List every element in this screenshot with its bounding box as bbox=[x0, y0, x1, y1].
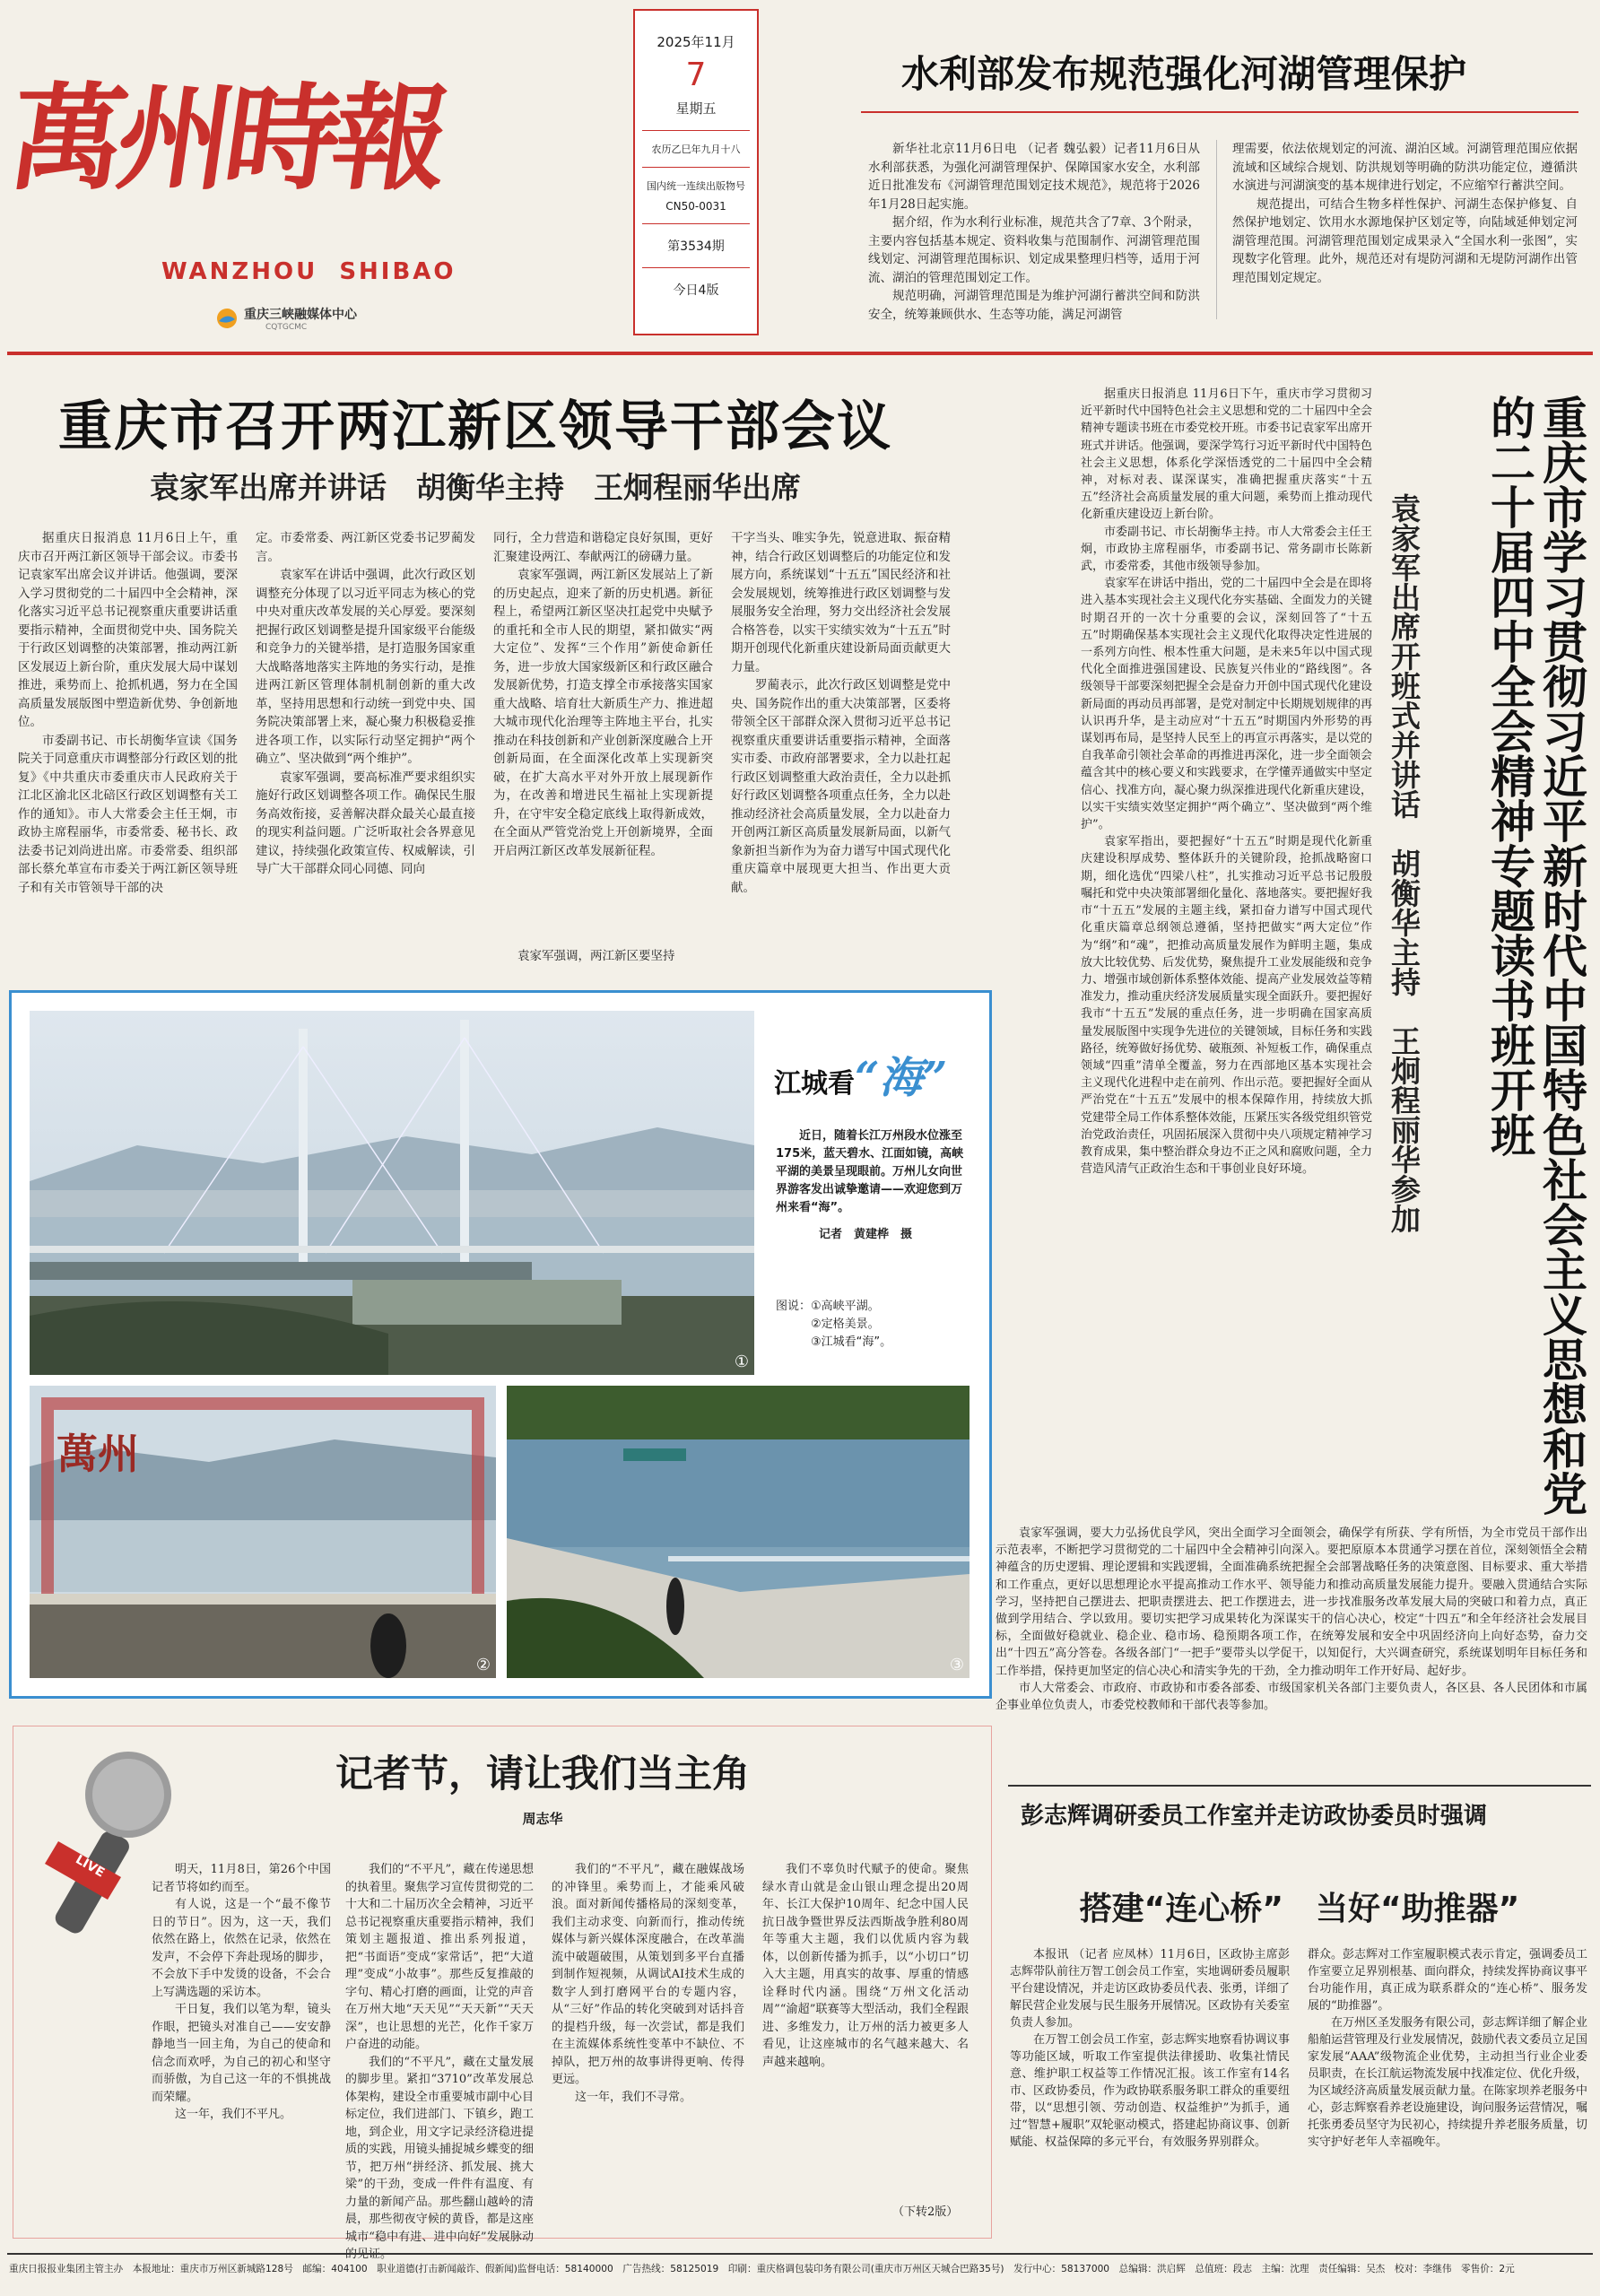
photo-feature-legend: 图说：①高峡平湖。 ②定格美景。 ③江城看“海”。 bbox=[776, 1300, 892, 1349]
photo-feature-credit: 记者 黄建桦 摄 bbox=[819, 1228, 913, 1241]
commentary-col1: 明天，11月8日，第26个中国记者节将如约而至。 有人说，这是一个“最不像节日的节日”。因为，这一天，我们依然在路上，依然在记录，依然在发声，不会停下奔赴现场的脚步，不会放下手中发烫的设备，不会合上写满选题的采访本。 干日复，我们以笔为犁，镜头作眼，把镜头对准自己——安安静静地当一回主角，为自己的使命和信念而欢呼，为自己的初心和坚守而骄傲，为自己这一年的不惧挑战而荣耀。 这一年，我们不平凡。 bbox=[152, 1863, 331, 2121]
lead-col-3: 同行，全力营造和谐稳定良好氛围，更好汇聚建设两江、奉献两江的磅礴力量。 袁家军强调，两江新区发展站上了新的历史起点，迎来了新的历史机遇。新征程上，希望两江新区坚决扛起党中央赋予的重托和全市人民的期望，紧扣做实“两大定位”、发挥“三个作用”新使命新任务，进一步放大国家级新区和行政区融合发展新优势，打造支撑全市承接落实国家重大战略、培育壮大新质生产力、推进超大城市现代化治理等主阵地主平台，扎实推动在科技创新和产业创新深度融合上开创新局面，在全面深化改革上实现新突破，在扩大高水平对外开放上展现新作为，在改善和增进民生福祉上实现新提升，在守牢安全稳定底线上取得新成效，在全面从严管党治党上开创新境界，全面开启两江新区改革发展新征程。 bbox=[493, 531, 713, 858]
commentary-author: 周志华 bbox=[522, 1811, 563, 1827]
masthead-logo: 萬州時報 bbox=[1, 72, 451, 206]
commentary-frame bbox=[13, 1726, 992, 2244]
photo-feature-frame bbox=[9, 990, 992, 1699]
top-story-col1: 新华社北京11月6日电 （记者 魏弘毅）记者11月6日从水利部获悉，为强化河湖管理保护、保障国家水安全，水利部近日批准发布《河湖管理范围划定技术规范》，规范将于2026年1月28日起实施。 据介绍，作为水利行业标准，规范共含了7章、3个附录，主要内容包括基本规定、资料收集与范围制作、河湖管理范围线划定、河湖管理范围标识、划定成果整理归档等，适用于河流、湖泊的管理范围划定工作。 规范明确，河湖管理范围是为维护河湖行蓄洪空间和防洪安全，统筹兼顾供水、生态等功能，满足河湖管 bbox=[868, 142, 1200, 322]
commentary-col4: 我们不辜负时代赋予的使命。聚焦绿水青山就是金山银山理念提出20周年、长江大保护10周年、纪念中国人民抗日战争暨世界反法西斯战争胜利80周年等重大主题，我们以优质内容为载体，以创新传播为抓手，以“小切口”切入大主题，用真实的故事、厚重的情感诠释时代内涵。围绕“万州文化活动周”“渝超”联赛等大型活动，我们全程跟进、多维发力，让万州的活力被更多人看见，让这座城市的名气越来越大、名声越来越响。 bbox=[762, 1863, 969, 2069]
live-label: LIVE bbox=[73, 1852, 108, 1881]
photo-dingge-meijing bbox=[30, 1386, 496, 1678]
date-day: 7 bbox=[685, 57, 707, 93]
lead-col-4: 干字当头、唯实争先，锐意进取、振奋精神，结合行政区划调整后的功能定位和发展方向，系统谋划“十五五”国民经济和社会发展规划，统筹推进行政区划调整与发展服务安全治理，努力交出经济社会发展合格答卷，以实干实绩实效为“十五五”时期开创现代化新重庆建设新局面贡献更大力量。 罗蔺表示，此次行政区划调整是党中央、国务院作出的重大决策部署，区委将带领全区干部群众深入贯彻习近平总书记视察重庆重要讲话重要指示精神，全面落实市委、市政府部署要求，全力以赴扛起行政区划调整重大政治责任，全力以赴抓好行政区划调整各项重点任务，全力以赴推动经济社会高质量发展，全力以赴奋力开创两江新区高质量发展新局面，以新气象新担当新作为为奋力谱写中国式现代化重庆篇章中展现更大担当、作出更大贡献。 bbox=[731, 531, 951, 895]
lead-headline: 重庆市召开两江新区领导干部会议 bbox=[58, 396, 892, 458]
date-year-month: 2025年11月 bbox=[657, 34, 735, 50]
side-col1: 本报讯 （记者 应凤林）11月6日，区政协主席彭志辉带队前往万智工创会员工作室，实地调研委员履职平台建设情况，并走访区政协委员代表、张勇，详细了解民营企业发展与民生服务开展情况。区政协有关委室负责人参加。 在万智工创会员工作室，彭志辉实地察看协调议事等功能区域，听取工作室提供法律援助、收集社情民意、维护职工权益等工作情况汇报。该工作室有14名市、区政协委员，作为政协联系服务职工群众的重要纽带，以“思想引领、劳动创造、权益维护”为抓手，通过“智慧+履职”双轮驱动模式，搭建起协商议事、创新赋能、权益保障的多元平台，有效服务界别群众。 bbox=[1010, 1948, 1291, 2149]
commentary-headline: 记者节，请让我们当主角 bbox=[335, 1752, 750, 1796]
lead-last-line: 袁家军强调，两江新区要坚持 bbox=[517, 949, 675, 963]
masthead bbox=[0, 0, 1600, 350]
side-headline: 搭建“连心桥” 当好“助推器” bbox=[1079, 1891, 1520, 1927]
issue-number: 第3534期 bbox=[667, 239, 725, 254]
lead-story bbox=[0, 359, 1058, 987]
commentary-col2: 我们的“不平凡”，藏在传递思想的执着里。聚焦学习宣传贯彻党的二十大和二十届历次全会精神，习近平总书记视察重庆重要指示精神，我们策划主题报道、推出系列报道，把“书面语”变成“家常话”，把“大道理”变成“小故事”。那些反复推敲的字句、精心打磨的画面，让党的声音在万州大地“天天见”“天天新”“天天深”，也让思想的光芒，化作千家万户奋进的动能。 我们的“不平凡”，藏在丈量发展的脚步里。紧扣“3710”改革发展总体架构，建设全市重要城市副中心目标定位，我们进部门、下镇乡，跑工地，到企业，用文字记录经济稳进提质的实践，用镜头捕捉城乡蝶变的细节，把万州“拼经济、抓发展、挑大梁”的干劲，变成一件件有温度、有力量的新闻产品。那些翻山越岭的清晨，那些彻夜守候的黄昏，都是这座城市“稳中有进、进中向好”发展脉动 bbox=[345, 1863, 534, 2244]
media-center-name: 重庆三峡融媒体中心 bbox=[244, 308, 357, 322]
date-box bbox=[633, 9, 759, 335]
side-kicker: 彭志辉调研委员工作室并走访政协委员时强调 bbox=[1021, 1803, 1488, 1830]
commentary-col3: 我们的“不平凡”，藏在融媒战场的冲锋里。乘势而上，才能乘风破浪。面对新闻传播格局的深刻变革，我们主动求变、向新而行，推动传统媒体与新兴媒体深度融合，在改革湍流中破题破围，从策划到多平台直播到制作短视频，从调试AI技术生成的数字人到打磨网平台的专题内容，从“三好”作品的转化突破到对话抖音的提档升级，每一次尝试，都是我们在主流媒体系统性变革中不缺位、不掉队，把万州的故事讲得更响、传得更远。 这一年，我们不寻常。 bbox=[552, 1863, 744, 2104]
right-story-subhead: 袁家军出席开班式并讲话 胡衡华主持 王炯程丽华参加 bbox=[1387, 493, 1422, 1233]
right-story-body: 据重庆日报消息 11月6日下午，重庆市学习贯彻习近平新时代中国特色社会主义思想和党的二十届四中全会精神专题读书班在市委党校开班。市委书记袁家军出席开班式并讲话。他强调，要深学笃行习近平新时代中国特色社会主义思想，体系化学深悟透党的二十届四中全会精神，对标对表、谋深谋实，准确把握重庆落实“十五五”经济社会高质量发展的重大问题，乘势而上推动现代化新重庆建设迈上新台阶。 市委副书记、市长胡衡华主持。市人大常委会主任王炯，市政协主席程丽华，市委副书记、常务副市长陈新武，市委常委，其他市级领导参加。 袁家军在讲话中指出，党的二十届四中全会是在即将进入基本实现社会主义现代化夯实基础、全面发力的关键时期召开的一次十分重要的会议，深刻回答了“十五五”时期确保基本实现社会主义现代化取得决定性进展的一系列方向性、根本性重大问题，是未来5年以中国式现代化全面推进强国建设、民族复兴伟业的“路线图”。各级领导干部要深刻把握全会是奋力开创中国式现代化建设新局面的再动员再部署，是党对制定中长期规划规律的再认识再升华，是主动应对“十五五”时期国内外形势的再谋划再布局，是坚持人民至上的再宣示再落实，是以党的自我革命引领社会革命的再推进再深化，进一步全面领会蕴含其中的核心要义和实践要求，在学懂弄通做实中坚定信心、找准方向，凝心聚力纵深推进现代化新重庆建设，以实干实绩实效坚定拥护“两个确立”、坚决做到“两个维护”。 袁家军指出，要把握好“十五五”时期是现代化新重庆建设积厚成势、整体跃升的关键阶段，抢抓战略窗口期，细化选优“四梁八柱”，扎实推动习近平总书记殷殷嘱托和党中央决策部署细化量化、落地落实。要把握好我市“十五五”发展的主题主线，紧扣奋力谱写中国式现代化重庆篇章总纲领总遵循，坚持把做实“两大定位”作为“纲”和“魂”，把推动高质量发展作为鲜明主题，集成放大比较优势、后发优势，聚焦提升工业发展能级和竞争力、增强市域创新体系整体效能、提高产业发展效益等精准发力，推动重庆经济发展质量实现全面跃升。要把握好我市“十五五”发展的重点任务，进一步明确在国家高质量发展版图中实现争先进位的关键领域，目标任务和实践路径，统筹做好扬优势、破瓶颈、补短板工作，确保重点领域“四重”清单全覆盖，努力在西部地区基本实现社会主义现代化进程中走在前列、作出示范。要把握好全面从严治党在“十五五”发展中的根本保障作用，持续放大抓党建带全局工作体系整体效能，压紧压实各级党组织管党治党政治责任，巩固拓展深入贯彻中央八项规定精神学习教育成果，集中整治群众身边不正之风和腐败问题，全力营造风清气正政治生态和干事创业良好环境。 bbox=[1081, 387, 1373, 1177]
photo-jiangcheng-kanhai bbox=[507, 1386, 970, 1678]
top-story-col2: 理需要，依法依规划定的河流、湖泊区域。河湖管理范围应依据流域和区域综合规划、防洪规划等明确的防洪功能定位，遵循洪水演进与河湖演变的基本规律进行划定，不应缩窄行蓄洪空间。 规范提出，可结合生物多样性保护、河湖生态保护修复、自然保护地划定、饮用水水源地保护区划定等，向陆域延伸划定河湖管理范围。河湖管理范围划定成果录入“全国水利一张图”，实现数字化管理。此外，规范还对有堤防河湖和无堤防河湖作出管理范围划定规定。 bbox=[1232, 142, 1578, 285]
date-weekday: 星期五 bbox=[675, 100, 717, 117]
top-story-headline: 水利部发布规范强化河湖管理保护 bbox=[900, 52, 1466, 96]
side-col2: 群众。彭志辉对工作室履职模式表示肯定，强调委员工作室要立足界别根基、面向群众，持续发挥协商议事平台功能作用，真正成为联系群众的“连心桥”、服务发展的“助推器”。 在万州区圣发服务有限公司，彭志辉详细了解企业船舶运营管理及行业发展情况，鼓励代表文委员立足国家发展“AAA”级物流企业优势，主动担当行业企业委员职责，在长江航运物流发展中找准定位、优化升级，为区域经济高质量发展贡献力量。在陈家坝养老服务中心，彭志辉察看养老设施建设，询问服务运营情况，嘱托张勇委员坚守为民初心，持续提升养老服务质量，切实守护好老年人幸福晚年。 bbox=[1308, 1948, 1588, 2149]
photo-marker-1: ① bbox=[734, 1352, 749, 1371]
photo-gaoxia-pinghu bbox=[30, 1011, 754, 1375]
commentary-continued: （下转2版） bbox=[892, 2205, 959, 2219]
photo-marker-2: ② bbox=[475, 1656, 491, 1674]
cn-number: CN50-0031 bbox=[665, 200, 726, 213]
right-story-tail: 袁家军强调，要大力弘扬优良学风，突出全面学习全面领会，确保学有所获、学有所悟，为全市党员干部作出示范表率，不断把学习贯彻党的二十届四中全会精神引向深入。要把原原本本贯通学习摆在首位，深刻领悟全会精神蕴含的历史逻辑、理论逻辑和实践逻辑，全面准确系统把握全会部署战略任务的决策意图、目标要求、重大举措和工作重点，更好以思想理论水平提高推动工作水平、领导能力和推动高质量发展能力提升。要融入贯通结合实际学习，坚持把自己摆进去、把职责摆进去、把工作摆进去，进一步找准服务改革发展大局的突破口和着力点，真正做到学用结合、学以致用。要切实把学习成果转化为深谋实干的信心决心，校定“十四五”和全年经济社会发展目标，全面做好稳就业、稳企业、稳市场、稳预期各项工作，在统筹发展和安全中巩固经济向上向好态势，奋力交出“十四五”高分答卷。各级各部门“一把手”要带头以学促干，以知促行，大兴调查研究，系统谋划明年目标任务和工作举措，保持更加坚定的信心决心和清实争先的干劲，全力推动明年工作开好局、起好步。 市人大常委会、市政府、市政协和市委各部委、市级国家机关各部门主要负责人，各区县、各人民团体和市属企事业单位负责人，市委党校教师和干部代表等参加。 bbox=[996, 1526, 1587, 1713]
issn-label: 国内统一连续出版物号 bbox=[647, 180, 745, 192]
lead-col-2: 定。市委常委、两江新区党委书记罗蔺发言。 袁家军在讲话中强调，此次行政区划调整充分体现了以习近平同志为核心的党中央对重庆改革发展的关心厚爱。要深刻把握行政区划调整是提升国家级平台能级和竞争力的关键举措，是打造服务国家重大战略落地落实主阵地的务实行动，是推进两江新区管理体制机制创新的重大改革，坚持用思想和行动统一到党中央、国务院决策部署上来，凝心聚力积极稳妥推进各项工作，以实际行动坚定拥护“两个确立”、坚决做到“两个维护”。 袁家军强调，要高标准严要求组织实施好行政区划调整各项工作。确保民生服务高效衔接，妥善解决群众最关心最直接的现实利益问题。广泛听取社会各界意见建议，持续强化政策宣传、权威解读，引导广大干部群众同心同德、同向 bbox=[256, 531, 475, 876]
photo-marker-3: ③ bbox=[949, 1656, 964, 1674]
photo-sign-text: 萬州 bbox=[57, 1430, 139, 1478]
side-story bbox=[1008, 1785, 1591, 2242]
footer-imprint: 重庆日报报业集团主管主办 本报地址：重庆市万州区新城路128号 邮编：404100 职业道德(打击新闻敲诈、假新闻)监督电话：58140000 广告热线：58125019 印刷：重庆格调包装印务有限公司(重庆市万州区天城合巴路35号) 发行中心：58137000 总编辑：洪启辉 总值班：段志 主编：沈理 责任编辑：吴杰 校对：李继伟 零售价：2元 bbox=[9, 2264, 1515, 2274]
pages-today: 今日4版 bbox=[673, 283, 719, 298]
lead-subhead: 袁家军出席并讲话 胡衡华主持 王炯程丽华出席 bbox=[150, 470, 801, 505]
date-lunar: 农历乙巳年九月十八 bbox=[651, 144, 741, 155]
masthead-pinyin: WANZHOU SHIBAO bbox=[161, 258, 457, 285]
media-center-en: CQTGCMC bbox=[265, 323, 308, 332]
lead-col-1: 据重庆日报消息 11月6日上午，重庆市召开两江新区领导干部会议。市委书记袁家军出席会议并讲话。他强调，要深入学习贯彻党的二十届四中全会精神，深化落实习近平总书记视察重庆重要讲话重要指示精神，全面贯彻党中央、国务院关于行政区划调整的决策部署，推动两江新区发展迈上新台阶，重庆发展大局中谋划推进，乘势而上、抢抓机遇，努力在全国高质量发展版图中塑造新优势、争创新地位。 市委副书记、市长胡衡华宣读《国务院关于同意重庆市调整部分行政区划的批复》《中共重庆市委重庆市人民政府关于江北区渝北区北碚区行政区划调整有关工作的通知》。市人大常委会主任王炯，市政协主席程丽华，市委常委、秘书长、政法委书记刘尚进出席。市委常委、组织部部长蔡允革宣布市委关于两江新区领导班子和有关市管领导干部的决 bbox=[18, 531, 238, 895]
right-story-headline: 重庆市学习贯彻习近平新时代中国特色社会主义思想和党的二十届四中全会精神专题读书班开班 bbox=[1483, 395, 1587, 1516]
media-center-logo-icon bbox=[215, 307, 239, 330]
photo-feature-caption: 近日，随着长江万州段水位涨至175米，蓝天碧水、江面如镜，高峡平湖的美景呈现眼前。万州儿女向世界游客发出诚挚邀请——欢迎您到万州来看“海”。 bbox=[776, 1129, 964, 1214]
photo-feature-title: 江城看“海” bbox=[774, 1053, 948, 1103]
